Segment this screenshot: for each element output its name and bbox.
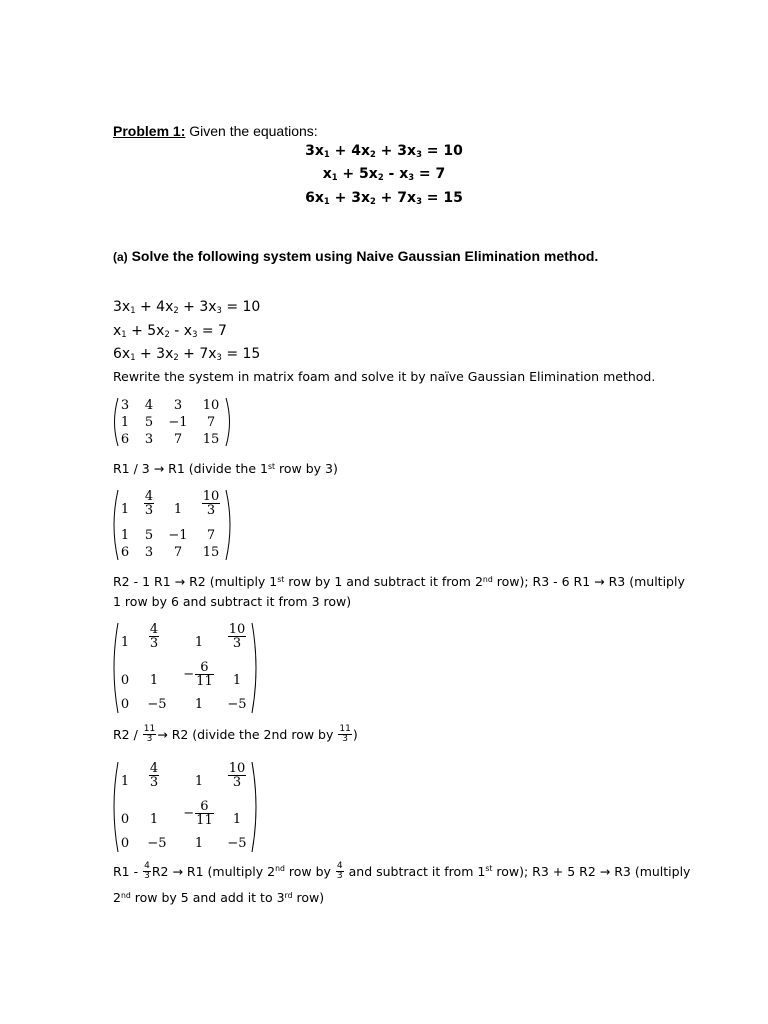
matrix-cell: −5 [227, 697, 247, 712]
matrix-cell: 5 [144, 528, 154, 543]
matrix-cell: 6 [120, 432, 130, 447]
part-a-label: (a) [113, 250, 128, 264]
matrix-cell: 6 [120, 545, 130, 560]
matrix-fraction: $\frac{4}{3}$ [149, 761, 159, 790]
matrix-fraction: $\frac{4}{3}$ [144, 489, 154, 518]
matrix-cell: 1 [149, 812, 159, 827]
matrix-cell: 1 [149, 673, 159, 688]
matrix-cell: 0 [120, 836, 130, 851]
given-equation-2: $x_1 + 5x_2 - x_3 = 7$ [322, 166, 446, 183]
equation-2: $x_1 + 5x_2 - x_3 = 7$ [113, 323, 227, 340]
matrix-fraction: $\frac{10}{3}$ [228, 761, 246, 790]
matrix-cell: 4 [144, 398, 154, 413]
matrix-fraction: $\frac{4}{3}$ [149, 622, 159, 651]
matrix-cell: 15 [202, 432, 220, 447]
matrix-cell: −5 [147, 836, 167, 851]
matrix-fraction: $\frac{10}{3}$ [202, 489, 220, 518]
augmented-matrix-3 [110, 621, 260, 715]
augmented-matrix-2 [110, 488, 234, 562]
matrix-cell: −1 [168, 415, 188, 430]
matrix-cell: 7 [173, 545, 183, 560]
matrix-cell: 7 [206, 528, 216, 543]
matrix-cell: 5 [144, 415, 154, 430]
matrix-cell: 7 [206, 415, 216, 430]
matrix-cell: 1 [120, 502, 130, 517]
matrix-cell: 1 [120, 774, 130, 789]
matrix-fraction: − $\frac{6}{11}$ [183, 660, 213, 689]
equation-1: $3x_1 + 4x_2 + 3x_3 = 10$ [113, 299, 261, 316]
matrix-cell: 1 [194, 774, 204, 789]
matrix-cell: 0 [120, 697, 130, 712]
matrix-cell: 10 [202, 398, 220, 413]
matrix-cell: 1 [194, 836, 204, 851]
step-2-text-line-1: R2 - 1 R1 → R2 (multiply 1st row by 1 and subtract it from 2nd row); R3 - 6 R1 → R3 (multiply [113, 574, 685, 589]
part-a-title: Solve the following system using Naive Gaussian Elimination method. [131, 248, 599, 264]
problem-intro: Given the equations: [185, 123, 318, 139]
matrix-cell: 1 [194, 697, 204, 712]
step-3-text: R2 / $\frac{11}{3}$ → R2 (divide the 2nd row by $\frac{11}{3}$ ) [113, 724, 358, 744]
step-1-text: R1 / 3 → R1 (divide the 1st row by 3) [113, 461, 338, 476]
step-2-text-line-2: 1 row by 6 and subtract it from 3 row) [113, 594, 352, 609]
matrix-fraction: − $\frac{6}{11}$ [183, 799, 213, 828]
matrix-cell: 1 [173, 502, 183, 517]
rewrite-instruction: Rewrite the system in matrix foam and solve it by naïve Gaussian Elimination method. [113, 369, 656, 384]
problem-heading [113, 123, 318, 139]
matrix-cell: 7 [173, 432, 183, 447]
matrix-cell: 1 [194, 635, 204, 650]
matrix-cell: 1 [120, 528, 130, 543]
matrix-cell: 1 [120, 415, 130, 430]
right-paren [224, 396, 234, 448]
matrix-fraction: $\frac{10}{3}$ [228, 622, 246, 651]
step-4-text-line-1: R1 - $\frac{4}{3}$ R2 → R1 (multiply 2nd row by $\frac{4}{3}$ and subtract it from 1st row); R3 + 5 R2 → R3 (multiply [113, 861, 691, 881]
matrix-cell: 1 [120, 635, 130, 650]
augmented-matrix-4 [110, 760, 260, 854]
matrix-cell: 3 [173, 398, 183, 413]
matrix-cell: 15 [202, 545, 220, 560]
matrix-cell: 0 [120, 812, 130, 827]
part-a-heading [113, 248, 598, 264]
matrix-cell: 3 [144, 545, 154, 560]
matrix-cell: 3 [144, 432, 154, 447]
step-4-text-line-2: 2nd row by 5 and add it to 3rd row) [113, 890, 325, 905]
matrix-cell: 1 [232, 812, 242, 827]
right-paren [250, 760, 260, 854]
given-equation-1: $3x_1 + 4x_2 + 3x_3 = 10$ [305, 143, 463, 160]
matrix-cell: 1 [232, 673, 242, 688]
right-paren [250, 621, 260, 715]
matrix-cell: −1 [168, 528, 188, 543]
matrix-cell: −5 [227, 836, 247, 851]
matrix-cell: 3 [120, 398, 130, 413]
augmented-matrix-1 [110, 396, 234, 448]
given-equation-3: $6x_1 + 3x_2 + 7x_3 = 15$ [305, 190, 463, 207]
matrix-cell: −5 [147, 697, 167, 712]
equation-3: $6x_1 + 3x_2 + 7x_3 = 15$ [113, 346, 261, 363]
problem-label: Problem 1: [113, 123, 186, 139]
right-paren [224, 488, 234, 562]
matrix-cell: 0 [120, 673, 130, 688]
